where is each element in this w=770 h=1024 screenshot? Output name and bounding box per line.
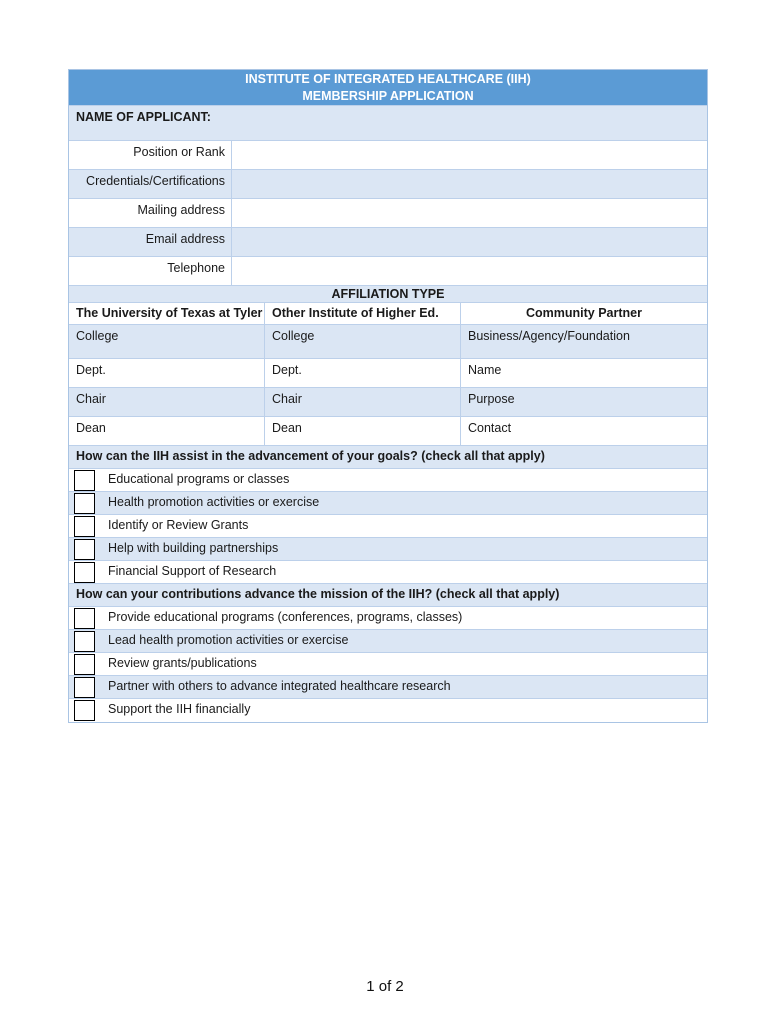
field-label: Email address <box>69 228 232 256</box>
field-label: Mailing address <box>69 199 232 227</box>
option-label: Help with building partnerships <box>108 541 279 555</box>
affiliation-cell[interactable]: Dean <box>265 417 461 445</box>
affiliation-row <box>69 359 707 388</box>
affiliation-cell[interactable]: Dept. <box>265 359 461 387</box>
email-input[interactable] <box>232 228 707 256</box>
page-indicator: 1 of 2 <box>366 978 404 995</box>
telephone-input[interactable] <box>232 257 707 285</box>
goals-option <box>69 469 707 492</box>
goals-question: How can the IIH assist in the advancement of your goals? (check all that apply) <box>69 446 707 469</box>
goals-checkbox[interactable] <box>74 562 95 583</box>
contributions-question: How can your contributions advance the mission of the IIH? (check all that apply) <box>69 584 707 607</box>
option-label: Identify or Review Grants <box>108 518 249 532</box>
affiliation-cell[interactable]: Dean <box>69 417 265 445</box>
affiliation-cell[interactable]: College <box>69 325 265 358</box>
field-telephone <box>69 257 707 286</box>
field-email <box>69 228 707 257</box>
credentials-input[interactable] <box>232 170 707 198</box>
contributions-checkbox[interactable] <box>74 700 95 721</box>
goals-option <box>69 561 707 584</box>
option-label: Support the IIH financially <box>108 702 251 716</box>
field-label: Position or Rank <box>69 141 232 169</box>
contributions-option <box>69 699 707 722</box>
goals-checkbox[interactable] <box>74 516 95 537</box>
form-title-line1: INSTITUTE OF INTEGRATED HEALTHCARE (IIH) <box>245 71 531 86</box>
affiliation-cell[interactable]: College <box>265 325 461 358</box>
contributions-option <box>69 607 707 630</box>
field-position <box>69 141 707 170</box>
affiliation-cell[interactable]: Dept. <box>69 359 265 387</box>
affiliation-columns <box>69 303 707 325</box>
contributions-option <box>69 676 707 699</box>
contributions-option <box>69 630 707 653</box>
form-title-line2: MEMBERSHIP APPLICATION <box>302 88 474 103</box>
affiliation-row <box>69 388 707 417</box>
goals-checkbox[interactable] <box>74 493 95 514</box>
goals-option <box>69 492 707 515</box>
affiliation-row <box>69 417 707 446</box>
affiliation-cell[interactable]: Name <box>468 363 502 377</box>
field-mailing-address <box>69 199 707 228</box>
option-label: Financial Support of Research <box>108 564 277 578</box>
field-label: Telephone <box>69 257 232 285</box>
affiliation-cell[interactable]: Purpose <box>468 392 515 406</box>
contributions-checkbox[interactable] <box>74 631 95 652</box>
goals-checkbox[interactable] <box>74 539 95 560</box>
column-header-ut-tyler: The University of Texas at Tyler <box>69 303 265 324</box>
affiliation-row <box>69 325 707 359</box>
option-label: Lead health promotion activities or exercise <box>108 633 349 647</box>
goals-checkbox[interactable] <box>74 470 95 491</box>
affiliation-cell[interactable]: Chair <box>69 388 265 416</box>
affiliation-cell[interactable]: Chair <box>265 388 461 416</box>
position-input[interactable] <box>232 141 707 169</box>
affiliation-heading: AFFILIATION TYPE <box>69 286 707 303</box>
contributions-option <box>69 653 707 676</box>
option-label: Review grants/publications <box>108 656 257 670</box>
column-header-community-partner: Community Partner <box>526 306 642 320</box>
option-label: Health promotion activities or exercise <box>108 495 320 509</box>
contributions-checkbox[interactable] <box>74 677 95 698</box>
applicant-heading: NAME OF APPLICANT: <box>69 106 707 141</box>
option-label: Educational programs or classes <box>108 472 290 486</box>
contributions-checkbox[interactable] <box>74 654 95 675</box>
field-label: Credentials/Certifications <box>69 170 232 198</box>
column-header-other-institute: Other Institute of Higher Ed. <box>265 303 461 324</box>
goals-option <box>69 515 707 538</box>
option-label: Provide educational programs (conferences, programs, classes) <box>108 610 463 624</box>
affiliation-cell[interactable]: Business/Agency/Foundation <box>468 329 630 343</box>
goals-option <box>69 538 707 561</box>
contributions-checkbox[interactable] <box>74 608 95 629</box>
form-title <box>69 70 707 106</box>
affiliation-cell[interactable]: Contact <box>468 421 512 435</box>
field-credentials <box>69 170 707 199</box>
option-label: Partner with others to advance integrated healthcare research <box>108 679 451 693</box>
membership-form <box>68 69 708 723</box>
mailing-address-input[interactable] <box>232 199 707 227</box>
